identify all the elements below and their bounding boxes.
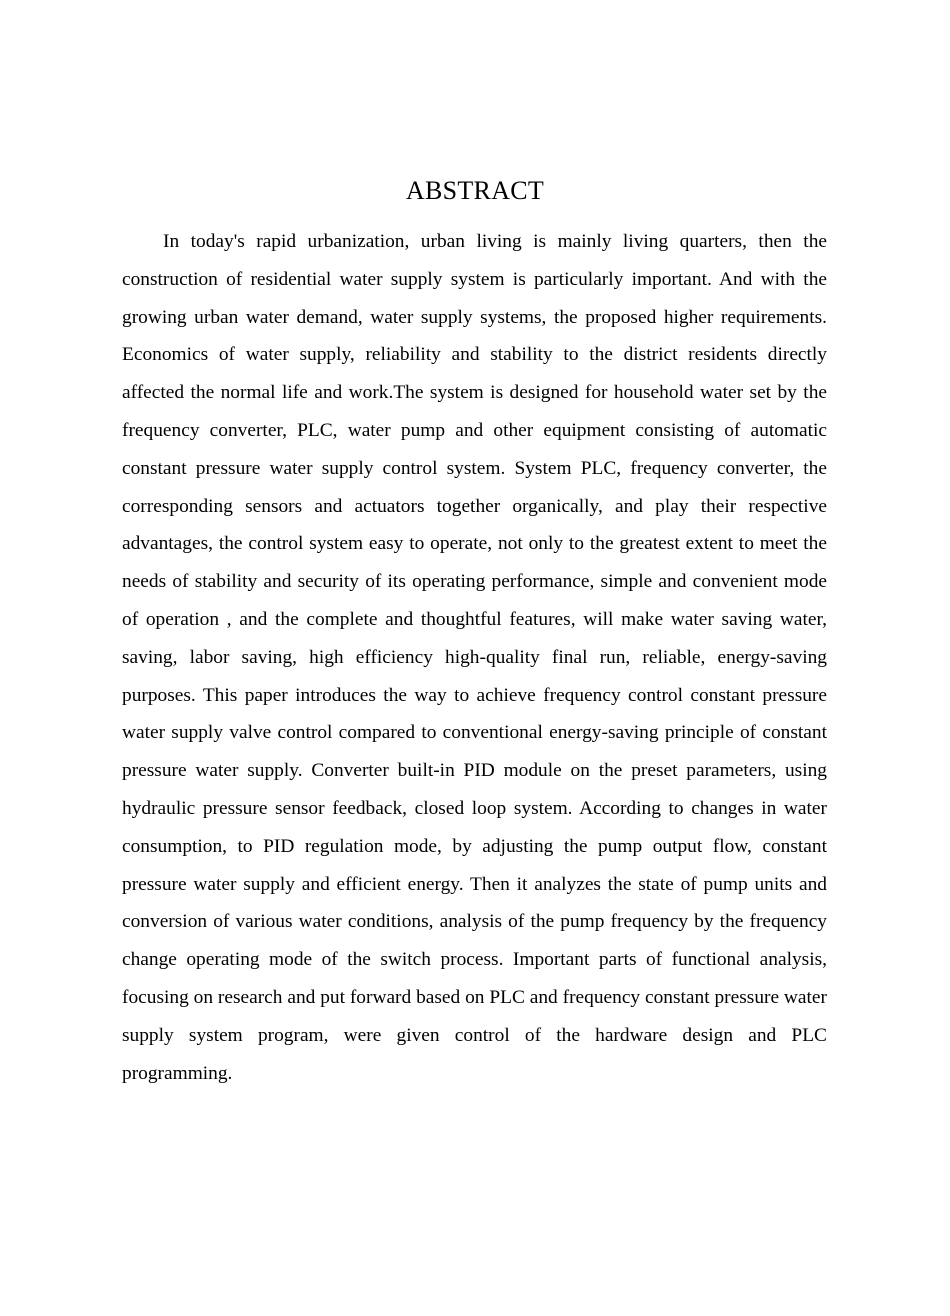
page-title: ABSTRACT (405, 176, 545, 205)
abstract-paragraph: In today's rapid urbanization, urban living is mainly living quarters, then the construction of residential water supply system is particularly important. And with the growing urban water demand, water supply systems, the proposed higher requirements. Economics of water supply, reliability and stability to the district residents directly affected the normal life and work.The system is designed for household water set by the frequency converter, PLC, water pump and other equipment consisting of automatic constant pressure water supply control system. System PLC, frequency converter, the corresponding sensors and actuators together organically, and play their respective advantages, the control system easy to operate, not only to the greatest extent to meet the needs of stability and security of its operating performance, simple and convenient mode of operation , and the complete and thoughtful features, will make water saving water, saving, labor saving, high efficiency high-quality final run, reliable, energy-saving purposes. This paper introduces the way to achieve frequency control constant pressure water supply valve control compared to conventional energy-saving principle of constant pressure water supply. Converter built-in PID module on the preset parameters, using hydraulic pressure sensor feedback, closed loop system. According to changes in water consumption, to PID regulation mode, by adjusting the pump output flow, constant pressure water supply and efficient energy. Then it analyzes the state of pump units and conversion of various water conditions, analysis of the pump frequency by the frequency change operating mode of the switch process. Important parts of functional analysis, focusing on research and put forward based on PLC and frequency constant pressure water supply system program, were given control of the hardware design and PLC programming. (122, 231, 827, 1084)
